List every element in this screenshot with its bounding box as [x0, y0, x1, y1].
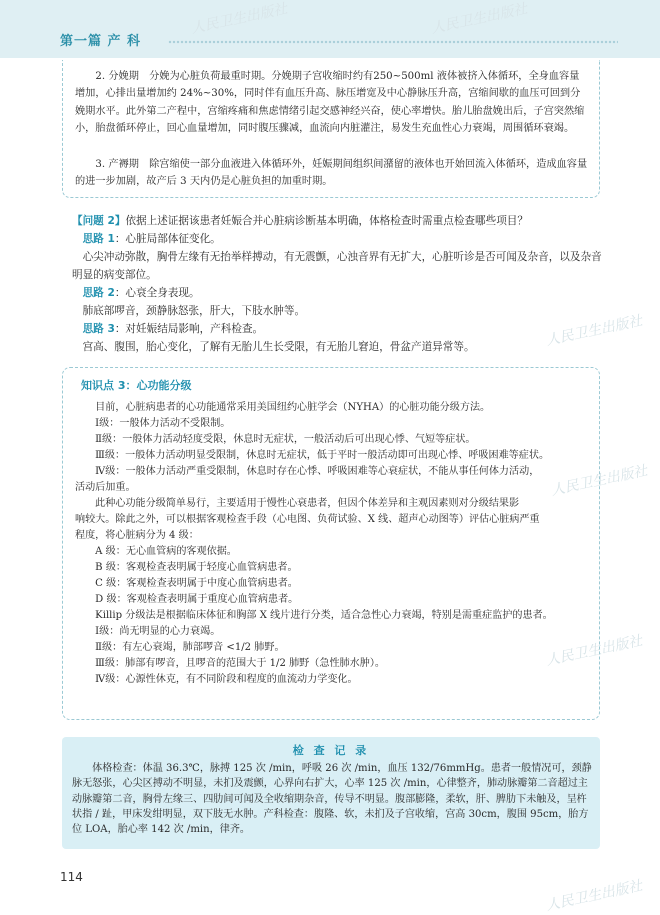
knowledge-line: 程度，将心脏病分为 4 级：	[75, 530, 199, 541]
idea-1-body: 心尖冲动弥散，胸骨左缘有无抬举样搏动，有无震颤，心浊音界有无扩大，心脏听诊是否可闻及杂音，以及杂音明显的病变部位。	[72, 251, 602, 281]
knowledge-point-box	[62, 367, 600, 720]
exam-record-box	[62, 737, 600, 849]
knowledge-line: D 级：客观检查表明属于重度心血管病患者。	[75, 594, 299, 605]
question-label: 【问题 2】	[72, 215, 126, 227]
knowledge-point-title: 知识点 3：心功能分级	[81, 379, 192, 392]
watermark: 人民卫生出版社	[549, 462, 649, 499]
exam-record-body: 体格检查：体温 36.3℃，脉搏 125 次 /min，呼吸 26 次 /min，血压 132/76mmHg。患者一般情况可，颈静脉无怒张，心尖区搏动不明显，未扪及震颤，心界向右扩大，心率 125 次 /min，心律整齐，肺动脉瓣第二音超过主动脉瓣第二音，胸骨左缘三、四肋间可闻及全收缩期杂音，传导不明显。腹部膨隆，柔软，肝、脾肋下未触及，呈杵状指 / 趾，甲床发绀明显，双下肢无水肿。产科检查：腹隆、软，未扪及子宫收缩，宫高 30cm，腹围 95cm，胎方位 LOA，胎心率 142 次 /min，律齐。	[72, 763, 592, 836]
header-divider	[168, 40, 618, 44]
idea-1-label: 思路 1	[82, 233, 115, 245]
knowledge-line: Ⅰ级：一般体力活动不受限制。	[75, 418, 231, 429]
knowledge-line: 此种心功能分级简单易行，主要适用于慢性心衰患者，但因个体差异和主观因素则对分级结果影	[75, 498, 520, 509]
stage-box	[62, 60, 600, 198]
idea-2-title: ：心衰全身表现。	[114, 287, 200, 299]
knowledge-line: B 级：客观检查表明属于轻度心血管病患者。	[75, 562, 298, 573]
knowledge-line: 活动后加重。	[75, 482, 136, 493]
knowledge-line: Ⅳ级：心源性休克，有不同阶段和程度的血流动力学变化。	[75, 674, 358, 685]
idea-2-label: 思路 2	[82, 287, 115, 299]
header-band	[0, 0, 660, 58]
knowledge-line: 响较大。除此之外，可以根据客观检查手段（心电图、负荷试验、X 线、超声心动图等）评估心脏病严重	[75, 514, 540, 525]
knowledge-line: Ⅰ级：尚无明显的心力衰竭。	[75, 626, 221, 637]
knowledge-line: Ⅲ级：一般体力活动明显受限制，休息时无症状，低于平时一般活动即可出现心悸、呼吸困难等症状。	[75, 450, 550, 461]
knowledge-line: Killip 分级法是根据临床体征和胸部 X 线片进行分类，适合急性心力衰竭，特别是需重症监护的患者。	[75, 610, 553, 621]
idea-2-heading	[72, 284, 602, 302]
puerperium-paragraph: 3. 产褥期 除宫缩使一部分血液进入体循环外，妊娠期间组织间潴留的液体也开始回流入体循环，造成血容量的进一步加剧，故产后 3 天内仍是心脏负担的加重时期。	[75, 159, 588, 188]
knowledge-line: Ⅲ级：肺部有啰音，且啰音的范围大于 1/2 肺野（急性肺水肿）。	[75, 658, 385, 669]
idea-3-heading	[72, 320, 602, 338]
idea-3-label: 思路 3	[82, 323, 115, 335]
knowledge-line: 目前，心脏病患者的心功能通常采用美国纽约心脏学会（NYHA）的心脏功能分级方法。	[75, 402, 491, 413]
watermark: 人民卫生出版社	[544, 312, 644, 349]
watermark: 人民卫生出版社	[544, 877, 644, 914]
idea-1-heading	[72, 230, 602, 248]
idea-3-body: 宫高、腹围，胎心变化，了解有无胎儿生长受限，有无胎儿窘迫，骨盆产道异常等。	[82, 341, 475, 353]
idea-2-body: 肺底部啰音，颈静脉怒张，肝大，下肢水肿等。	[82, 305, 306, 317]
page-number: 114	[60, 870, 83, 884]
chapter-title: 第一篇 产 科	[60, 34, 142, 49]
question-text: 依据上述证据该患者妊娠合并心脏病诊断基本明确，体格检查时需重点检查哪些项目？	[125, 215, 528, 227]
exam-record-title: 检 查 记 录	[292, 744, 370, 757]
knowledge-line: A 级：无心血管病的客观依据。	[75, 546, 237, 557]
idea-1-title: ：心脏局部体征变化。	[114, 233, 221, 245]
watermark: 人民卫生出版社	[189, 0, 289, 37]
delivery-stage-paragraph: 2. 分娩期 分娩为心脏负荷最重时期。分娩期子宫收缩时约有250~500ml 液体被挤入体循环，全身血容量增加，心排出量增加约 24%~30%，同时伴有血压升高、脉压增宽及中心静脉压升高，宫缩间歇的血压可回到分娩期水平。此外第二产程中，宫缩疼痛和焦虑情绪引起交感神经兴奋，使心率增快。胎儿胎盘娩出后，子宫突然缩小，胎盘循环停止，回心血量增加，同时腹压骤减，血流向内脏灌注，易发生充血性心力衰竭，周围循环衰竭。	[75, 71, 585, 135]
knowledge-line: C 级：客观检查表明属于中度心血管病患者。	[75, 578, 298, 589]
question-2	[72, 212, 602, 230]
idea-3-title: ：对妊娠结局影响，产科检查。	[114, 323, 264, 335]
watermark: 人民卫生出版社	[429, 0, 529, 37]
knowledge-line: Ⅳ级：一般体力活动严重受限制，休息时存在心悸、呼吸困难等心衰症状，不能从事任何体力活动，	[75, 466, 540, 477]
knowledge-line: Ⅱ级：一般体力活动轻度受限，休息时无症状，一般活动后可出现心悸、气短等症状。	[75, 434, 476, 445]
watermark: 人民卫生出版社	[544, 632, 644, 669]
knowledge-line: Ⅱ级：有左心衰竭，肺部啰音 <1/2 肺野。	[75, 642, 285, 653]
